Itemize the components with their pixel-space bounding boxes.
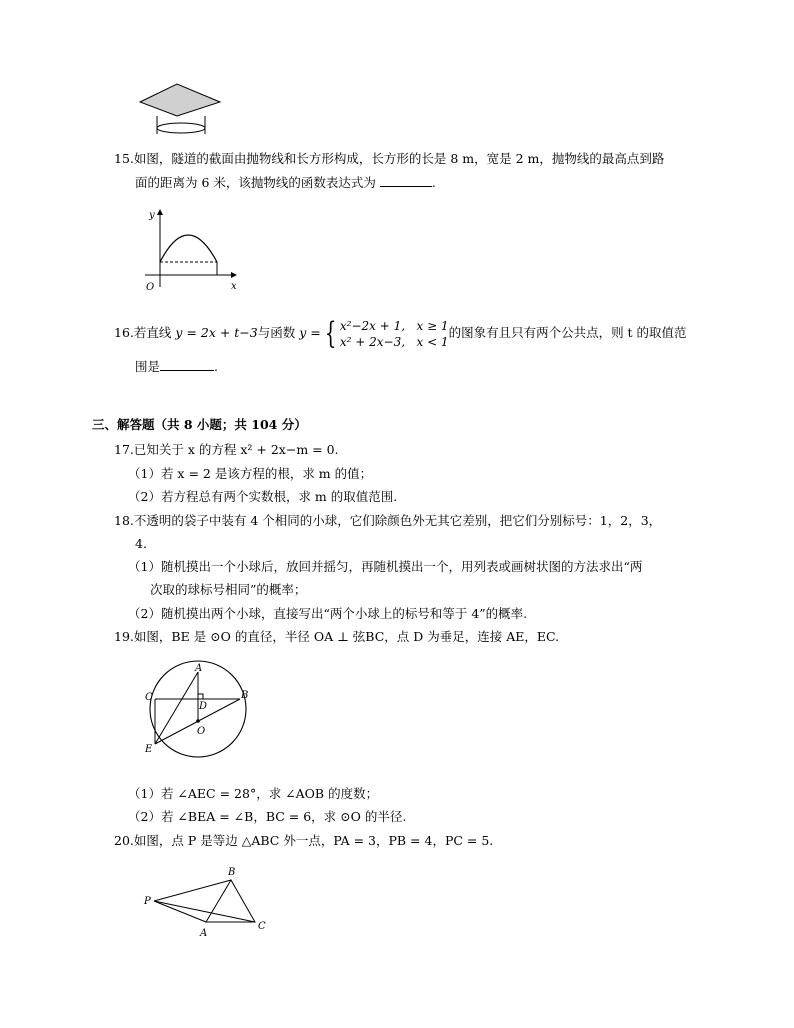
q16-mid: 与函数 — [257, 325, 296, 340]
x-label: x — [231, 281, 237, 292]
q15-text-2: 面的距离为 6 米，该抛物线的函数表达式为 — [135, 175, 376, 190]
q18-part1b: 次取的球标号相同”的概率； — [150, 582, 307, 597]
q16-case1-cond: x ≥ 1 — [416, 318, 449, 333]
q19-stem-text: 如图，BE 是 ⊙O 的直径，半径 OA ⊥ 弦BC，点 D 为垂足，连接 AE，EC. — [133, 629, 560, 644]
q16-case1-expr: x²−2x + 1, — [339, 318, 406, 333]
segment-pb — [154, 880, 231, 901]
q16-case2-cond: x < 1 — [416, 334, 449, 349]
q20-stem-text: 如图，点 P 是等边 △ABC 外一点，PA = 3，PB = 4，PC = 5. — [133, 833, 494, 848]
label-a: A — [195, 663, 203, 674]
q19-part2: （2）若 ∠BEA = ∠B，BC = 6，求 ⊙O 的半径. — [128, 809, 407, 824]
label-e: E — [145, 744, 153, 755]
q18-part2: （2）随机摸出两个小球，直接写出“两个小球上的标号和等于 4”的概率. — [128, 606, 528, 621]
q16-fn: y = — [299, 325, 321, 340]
q19-part1: （1）若 ∠AEC = 28°，求 ∠AOB 的度数； — [128, 786, 379, 801]
q16-period: . — [214, 359, 218, 374]
q16-pre: 若直线 — [133, 325, 172, 340]
segment-pc — [154, 901, 255, 922]
q18-number: 18. — [114, 513, 134, 528]
label-b: B — [241, 690, 249, 701]
q16-text-2: 围是 — [135, 359, 161, 374]
q17-number: 17. — [114, 442, 134, 457]
triangle-abc — [206, 880, 255, 922]
q16-line-expr: y = 2x + t−3 — [175, 325, 258, 340]
q18-part1a: （1）随机摸出一个小球后，放回并摇匀，再随机摸出一个，用列表或画树状图的方法求出“两 — [128, 559, 643, 574]
q18-stem-2: 4. — [135, 536, 147, 551]
q16-number: 16. — [114, 325, 134, 340]
q15-period: . — [431, 175, 436, 190]
section-3-title: 三、解答题（共 8 小题；共 104 分） — [92, 417, 307, 432]
segment-pa — [154, 901, 206, 922]
q17-part1: （1）若 x = 2 是该方程的根，求 m 的值； — [128, 466, 373, 481]
label-o: O — [197, 726, 206, 737]
label-a-20: A — [200, 928, 208, 939]
y-label: y — [149, 210, 155, 221]
q18-stem-text-1: 不透明的袋子中装有 4 个相同的小球，它们除颜色外无其它差别，把它们分别标号：1，2，3， — [133, 513, 662, 528]
q17-stem-text: 已知关于 x 的方程 x² + 2x−m = 0. — [133, 442, 339, 457]
label-d: D — [199, 701, 208, 712]
label-c: C — [145, 692, 153, 703]
origin-label: O — [146, 282, 155, 293]
q20-number: 20. — [114, 833, 134, 848]
q17-part2: （2）若方程总有两个实数根，求 m 的取值范围. — [128, 489, 398, 504]
label-c-20: C — [258, 921, 266, 932]
label-b-20: B — [228, 867, 236, 878]
q16-case2-expr: x² + 2x−3, — [339, 334, 406, 349]
label-p: P — [144, 896, 151, 907]
q19-number: 19. — [114, 629, 134, 644]
q16-post: 的图象有且只有两个公共点，则 t 的取值范 — [448, 325, 687, 340]
q16-brace: { — [324, 315, 337, 351]
q15-number: 15. — [114, 151, 134, 166]
q15-text-1: 如图，隧道的截面由抛物线和长方形构成，长方形的长是 8 m，宽是 2 m，抛物线的最高点到路 — [133, 151, 665, 166]
